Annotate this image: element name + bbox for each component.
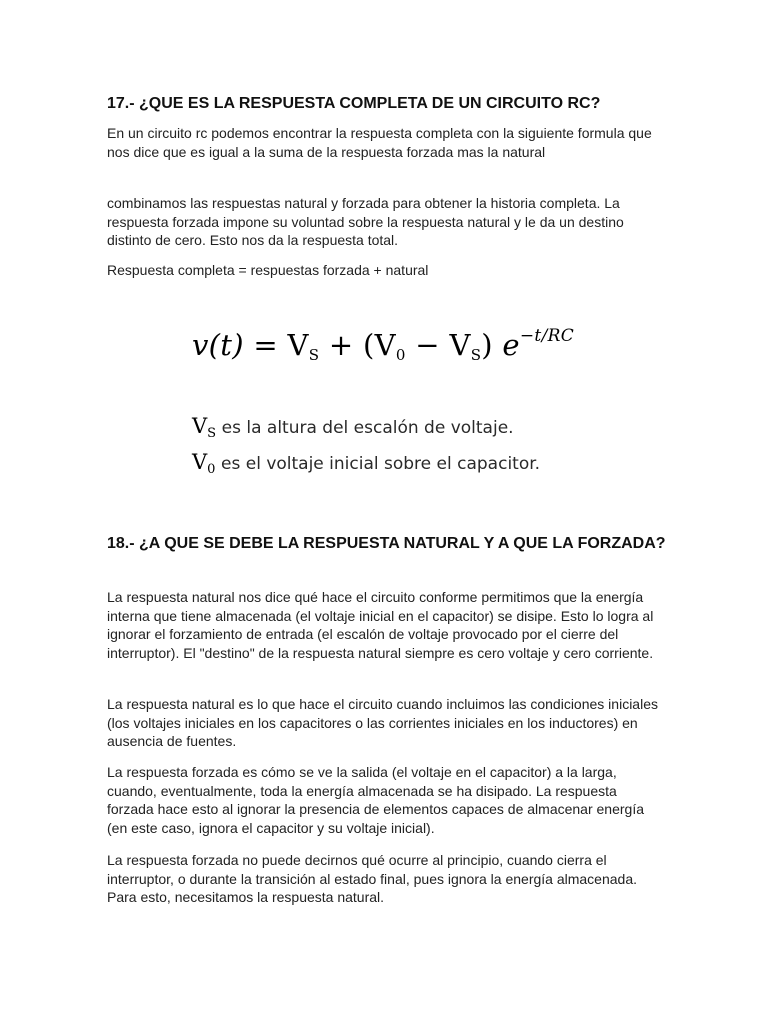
section-18-paragraph-2: La respuesta natural es lo que hace el circuito cuando incluimos las condiciones iniciales (los voltajes iniciales en los capacitores o las corrientes iniciales en los inductores) en ausencia de fuentes. <box>107 696 658 749</box>
formula-exponential: $e^{-t/RC}$ <box>502 326 575 362</box>
formula-lhs: v(t) <box>192 328 244 362</box>
formula-minus: − <box>415 328 440 362</box>
definition-v0-text: es el voltaje inicial sobre el capacitor. <box>221 454 541 474</box>
section-17-paragraph-2: combinamos las respuestas natural y forzada para obtener la historia completa. La respuesta forzada impone su voluntad sobre la respuesta natural y le da un destino distinto de cero. Esto nos da la respuesta total. <box>107 195 624 248</box>
section-18-paragraph-1: La respuesta natural nos dice qué hace el circuito conforme permitimos que la energía interna que tiene almacenada (el voltaje inicial en el capacitor) se disipe. Esto lo logra al ignorar el forzamiento de entrada (el escalón de voltaje provocado por el cierre del interruptor). El "destino" de la respuesta natural siempre es cero voltaje y cero corriente. <box>107 589 654 661</box>
definition-v0-symbol: $V_0$ <box>192 450 216 477</box>
formula-v0: $V_0$ <box>374 328 406 364</box>
section-17-paragraph-3: Respuesta completa = respuestas forzada + natural <box>107 262 429 278</box>
section-18-heading: 18.- ¿A QUE SE DEBE LA RESPUESTA NATURAL Y A QUE LA FORZADA? <box>107 535 666 552</box>
section-18-paragraph-3: La respuesta forzada es cómo se ve la salida (el voltaje en el capacitor) a la larga, cuando, eventualmente, toda la energía almacenada se ha disipado. La respuesta forzada hace esto al ignorar la presencia de elementos capaces de almacenar energía (en este caso, ignora el capacitor y su voltaje inicial). <box>107 764 644 836</box>
definition-v0 <box>192 448 540 484</box>
definition-vs-symbol: $V_S$ <box>192 414 217 441</box>
complete-response-formula <box>192 326 574 364</box>
formula-definitions <box>192 412 540 484</box>
formula-vs: $V_S$ <box>287 328 320 364</box>
section-17-paragraph-1: En un circuito rc podemos encontrar la respuesta completa con la siguiente formula que nos dice que es igual a la suma de la respuesta forzada mas la natural <box>107 125 652 160</box>
formula-open-paren: ( <box>363 328 375 362</box>
formula-close-paren: ) <box>481 328 493 362</box>
section-18-paragraph-4: La respuesta forzada no puede decirnos qué ocurre al principio, cuando cierra el interruptor, o durante la transición al estado final, pues ignora la energía almacenada. Para esto, necesitamos la respuesta natural. <box>107 852 638 905</box>
section-17-heading: 17.- ¿QUE ES LA RESPUESTA COMPLETA DE UN CIRCUITO RC? <box>107 95 601 112</box>
definition-vs <box>192 412 540 448</box>
formula-plus: + <box>328 328 354 362</box>
formula-vs-2: $V_S$ <box>449 328 482 364</box>
formula-equals: = <box>253 328 279 362</box>
definition-vs-text: es la altura del escalón de voltaje. <box>221 418 514 438</box>
